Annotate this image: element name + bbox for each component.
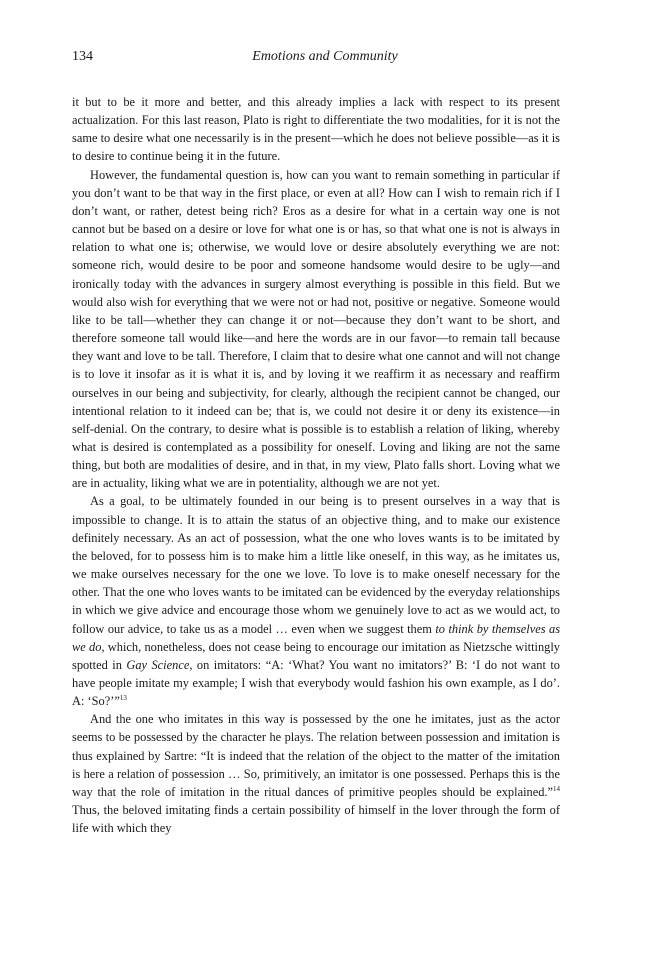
text-run: And the one who imitates in this way is possessed by the one he imitates, just as the actor seems to be possessed by the character he plays. The relation between possession and imitation is thus explained by Sartre: “It is indeed that the relation of the object to the matter of the imitation is here a relation of possession … So, primitively, an imitator is one possessed. Perhaps this is the way that the role of imitation in the ritual dances of primitive peoples should be explained.” bbox=[72, 712, 560, 799]
footnote-marker: 14 bbox=[553, 784, 560, 793]
page-header bbox=[72, 48, 578, 66]
text-run: , which, nonetheless, does not cease being to encourage our imitation as Nietzsche wittingly spotted in bbox=[72, 639, 560, 672]
footnote-marker: 13 bbox=[119, 694, 127, 703]
body-text bbox=[72, 93, 560, 837]
paragraph bbox=[72, 93, 560, 166]
page-number: 134 bbox=[72, 49, 93, 64]
italic-text: Gay Science bbox=[126, 657, 190, 672]
paragraph bbox=[72, 492, 560, 710]
italic-text: to think by themselves as we do bbox=[72, 621, 561, 654]
text-run: Thus, the beloved imitating finds a certain possibility of himself in the lover through the form of life with which they bbox=[72, 803, 560, 836]
running-head: Emotions and Community bbox=[252, 49, 398, 64]
paragraph bbox=[72, 710, 560, 837]
text-run: it but to be it more and better, and this already implies a lack with respect to its present actualization. For this last reason, Plato is right to differentiate the two modalities, for it is not the same to desire what one necessarily is in the present—which he does not believe possible—as it is to desire to continue being it in the future. bbox=[72, 95, 560, 164]
text-run: , on imitators: “A: ‘What? You want no imitators?’ B: ‘I do not want to have people imitate my example; I wish that everybody would fashion his own example, as I do’. A: ‘So?’” bbox=[72, 657, 560, 709]
text-run: As a goal, to be ultimately founded in our being is to present ourselves in a way that is impossible to change. It is to attain the status of an objective thing, and to make our existence definitely necessary. As an act of possession, what the one who loves wants is to be imitated by the beloved, for to possess him is to make him a little like oneself, in this way, as he imitates us, we make ourselves necessary for the one we love. To love is to make oneself necessary for the other. That the one who loves wants to be imitated can be evidenced by the everyday relationships in which we give advice and encourage those whom we genuinely love to act as we would act, to follow our advice, to take us as a model … even when we suggest them bbox=[72, 494, 560, 636]
paragraph bbox=[72, 166, 560, 493]
text-run: However, the fundamental question is, how can you want to remain something in particular if you don’t want to be that way in the first place, or even at all? How can I wish to remain rich if I don’t want, or rather, detest being rich? Eros as a desire for what in a certain way one is not cannot but be based on a desire or love for what one is or has, so that what one is not is always in relation to what one is; otherwise, we would love or desire absolutely everything we are not: someone rich, would desire to be poor and someone handsome would desire to be ugly—and ironically today with the advances in surgery almost everything is possible in this field. But we would also wish for everything that we were not or had not, positive or negative. Someone would like to be tall—whether they can change it or not—because they don’t want to be short, and therefore someone tall would like—and here the words are in our favor—to remain tall because they want and love to be tall. Therefore, I claim that to desire what one cannot and will not change is to love it insofar as it is what it is, and by loving it we reaffirm it as necessary and reaffirm ourselves in our being and subjectivity, for clearly, although the recipient cannot be changed, our intentional relation to it indeed can be; that is, we could not desire it or deny its existence—in self-denial. On the contrary, to desire what is possible is to establish a relation of liking, whereby what is desired is contemplated as a possibility for oneself. Loving and liking are not the same thing, but both are modalities of desire, and in that, in my view, Plato falls short. Loving what we are in actuality, liking what we are in potentiality, although we are not yet. bbox=[72, 167, 561, 491]
